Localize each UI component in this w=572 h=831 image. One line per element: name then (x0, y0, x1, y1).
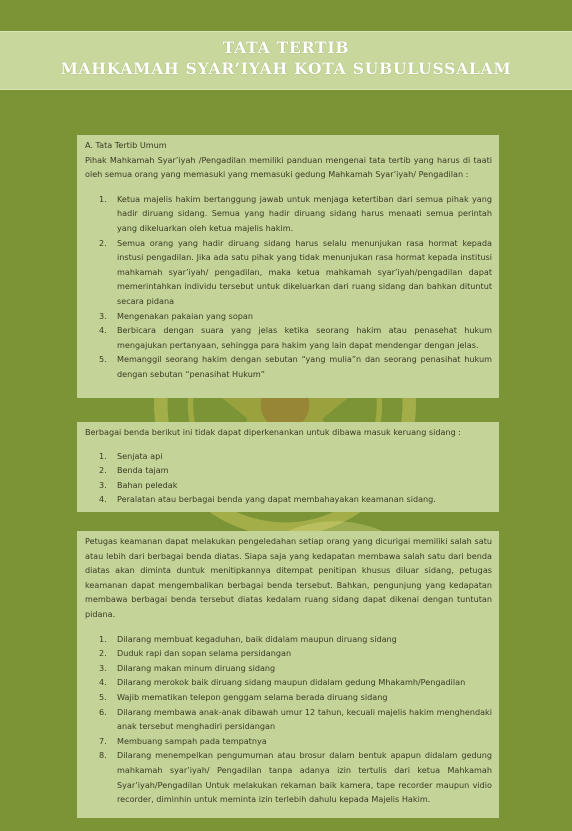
list-item: 3. Dilarang makan minum diruang sidang (99, 662, 276, 673)
list-item: 2. Semua orang yang hadir diruang sidang harus selalu menunjukan rasa hormat kepada instusi pengadilan. Jika ada satu pihak yang tidak menunjukan rasa hormat kepada institusi mahkamah syar’iyah/ pengadilan, maka ketua mahkamah syar’iyah/pengadilan dapat memerintahkan individu tersebut untuk dikeluarkan dari ruang sidang dan bahkan dituntut secara pidana (99, 237, 492, 306)
list-item: 2. Benda tajam (99, 465, 169, 476)
list-item: 1. Senjata api (99, 450, 163, 461)
section-heading: A. Tata Tertib Umum (85, 140, 167, 150)
prohibited-items-list (85, 449, 492, 507)
list-item: 3. Bahan peledak (99, 479, 178, 490)
list-item: 5. Wajib mematikan telepon genggam selama berada diruang sidang (99, 691, 388, 702)
prohibited-items-box (77, 422, 499, 512)
list-item: 7. Membuang sampah pada tempatnya (99, 735, 267, 746)
section-intro: Berbagai benda berikut ini tidak dapat diperkenankan untuk dibawa masuk keruang sidang : (85, 427, 462, 437)
list-item: 6. Dilarang membawa anak-anak dibawah umur 12 tahun, kecuali majelis hakim menghendaki anak tersebut menghadiri persidangan (99, 706, 492, 732)
list-item: 1. Ketua majelis hakim bertanggung jawab untuk menjaga ketertiban dari semua pihak yang hadir diruang sidang. Semua yang hadir diruang sidang harus menaati semua perintah yang dikeluarkan oleh ketua majelis hakim. (99, 193, 492, 233)
section-intro: Petugas keamanan dapat melakukan pengeledahan setiap orang yang dicurigai memiliki salah satu atau lebih dari berbagai benda diatas. Siapa saja yang kedapatan membawa salah satu dari benda diatas akan diminta duntuk menitipkannya ditempat penitipan khusus diluar sidang, petugas keamanan dapat mengembalikan berbagai benda tersebut. Bahkan, pengunjung yang kedapatan membawa berbagai benda tersebut diatas kedalam ruang sidang dapat dikenai dengan tuntutan pidana. (85, 536, 492, 619)
list-item: 1. Dilarang membuat kegaduhan, baik didalam maupun diruang sidang (99, 633, 397, 644)
list-item: 4. Peralatan atau berbagai benda yang dapat membahayakan keamanan sidang. (99, 494, 436, 505)
security-rules-box (77, 531, 499, 818)
title-line-1: TATA TERTIB (222, 38, 350, 57)
general-rules-box (77, 135, 499, 398)
list-item: 3. Mengenakan pakaian yang sopan (99, 310, 254, 321)
list-item: 5. Memanggil seorang hakim dengan sebutan “yang mulia”n dan seorang penasihat hukum dengan sebutan “penasihat Hukum” (99, 354, 492, 379)
title-banner (0, 31, 572, 90)
list-item: 4. Dilarang merokok baik diruang sidang maupun didalam gedung Mhakamh/Pengadilan (99, 677, 466, 688)
list-item: 2. Duduk rapi dan sopan selama persidangan (99, 648, 292, 659)
list-item: 8. Dilarang menempelkan pengumuman atau brosur dalam bentuk apapun didalam gedung mahkamah syar’iyah/ Pengadilan tanpa adanya izin tertulis dari ketua Mahkamah Syar’iyah/Pengadilan Untuk melakukan rekaman baik kamera, tape recorder maupun vidio recorder, diminhin untuk meminta izin terlebih dahulu kepada Majelis Hakim. (99, 750, 492, 805)
section-intro: Pihak Mahkamah Syar’iyah /Pengadilan memiliki panduan mengenai tata tertib yang harus di taati oleh semua orang yang memasuki yang memasuki gedung Mahkamah Syar’iyah/ Pengadilan : (85, 154, 492, 180)
list-item: 4. Berbicara dengan suara yang jelas ketika seorang hakim atau penasehat hukum mengajukan pertanyaan, sehingga para hakim yang lain dapat mendengar dengan jelas. (99, 325, 492, 350)
title-line-2: MAHKAMAH SYAR’IYAH KOTA SUBULUSSALAM (60, 59, 512, 78)
security-rules-list (85, 632, 492, 807)
general-rules-list (85, 192, 492, 382)
